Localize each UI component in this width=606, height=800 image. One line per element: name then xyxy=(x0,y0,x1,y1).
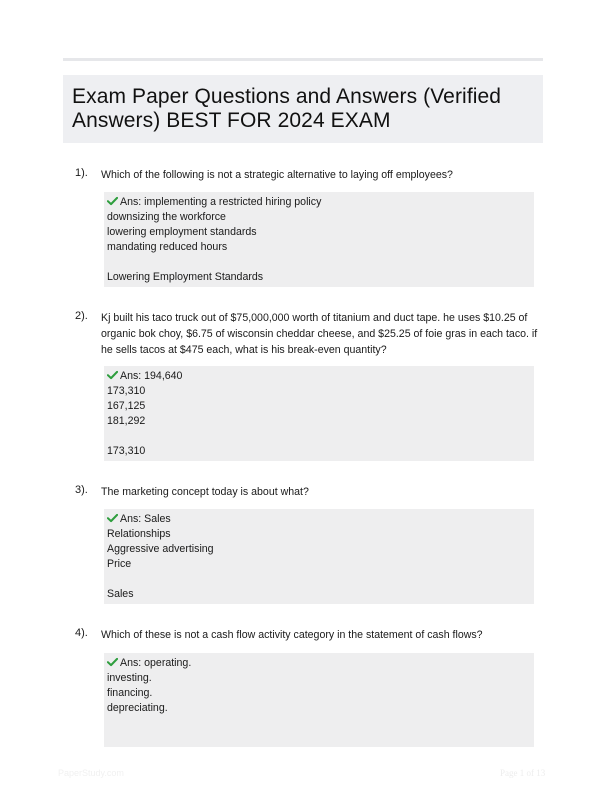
page-title: Exam Paper Questions and Answers (Verified Answers) BEST FOR 2024 EXAM xyxy=(72,85,502,132)
answer-box xyxy=(104,366,534,461)
option-item: financing. xyxy=(107,687,153,699)
option-item: mandating reduced hours xyxy=(107,241,228,253)
option-item: downsizing the workforce xyxy=(107,211,226,223)
question-number: 4). xyxy=(75,627,88,639)
check-icon xyxy=(107,513,118,523)
final-answer: Lowering Employment Standards xyxy=(107,271,264,283)
question-number: 1). xyxy=(75,167,88,179)
answer-label: Ans: operating. xyxy=(120,657,192,669)
option-item: lowering employment standards xyxy=(107,226,257,238)
question-text: Which of these is not a cash flow activity category in the statement of cash flows? xyxy=(101,629,483,641)
option-item: investing. xyxy=(107,672,152,684)
answer-box xyxy=(104,509,534,604)
answer-line xyxy=(107,656,531,671)
question-number: 2). xyxy=(75,310,88,322)
final-answer: 173,310 xyxy=(107,445,146,457)
spacer xyxy=(107,255,531,270)
spacer xyxy=(107,429,531,444)
check-icon xyxy=(107,370,118,380)
question-text: Which of the following is not a strategic alternative to laying off employees? xyxy=(101,169,453,181)
spacer xyxy=(107,572,531,587)
question-text: The marketing concept today is about what? xyxy=(101,486,309,498)
answer-box xyxy=(104,192,534,287)
option-item: Relationships xyxy=(107,528,171,540)
answer-line xyxy=(107,369,531,384)
option-item: depreciating. xyxy=(107,702,168,714)
page-number: Page 1 of 13 xyxy=(500,768,546,778)
title-banner xyxy=(63,75,543,143)
answer-label: Ans: Sales xyxy=(120,513,171,525)
option-item: Aggressive advertising xyxy=(107,543,214,555)
check-icon xyxy=(107,196,118,206)
answer-label: Ans: 194,640 xyxy=(120,370,183,382)
footer-watermark: PaperStudy.com xyxy=(58,768,124,778)
answer-line xyxy=(107,512,531,527)
question-text: Kj built his taco truck out of $75,000,000 worth of titanium and duct tape. he uses $10.25 of organic bok choy, $6.75 of wisconsin cheddar cheese, and $25.25 of foie gras in each taco. if he sells tacos at $475 each, what is his break-even quantity? xyxy=(101,312,538,356)
answer-box xyxy=(104,653,534,747)
answer-line xyxy=(107,195,531,210)
option-item: 167,125 xyxy=(107,400,146,412)
option-item: 173,310 xyxy=(107,385,146,397)
option-item: 181,292 xyxy=(107,415,146,427)
check-icon xyxy=(107,657,118,667)
answer-label: Ans: implementing a restricted hiring policy xyxy=(120,196,322,208)
option-item: Price xyxy=(107,558,132,570)
final-answer: Sales xyxy=(107,588,134,600)
question-number: 3). xyxy=(75,484,88,496)
top-divider xyxy=(63,58,543,61)
